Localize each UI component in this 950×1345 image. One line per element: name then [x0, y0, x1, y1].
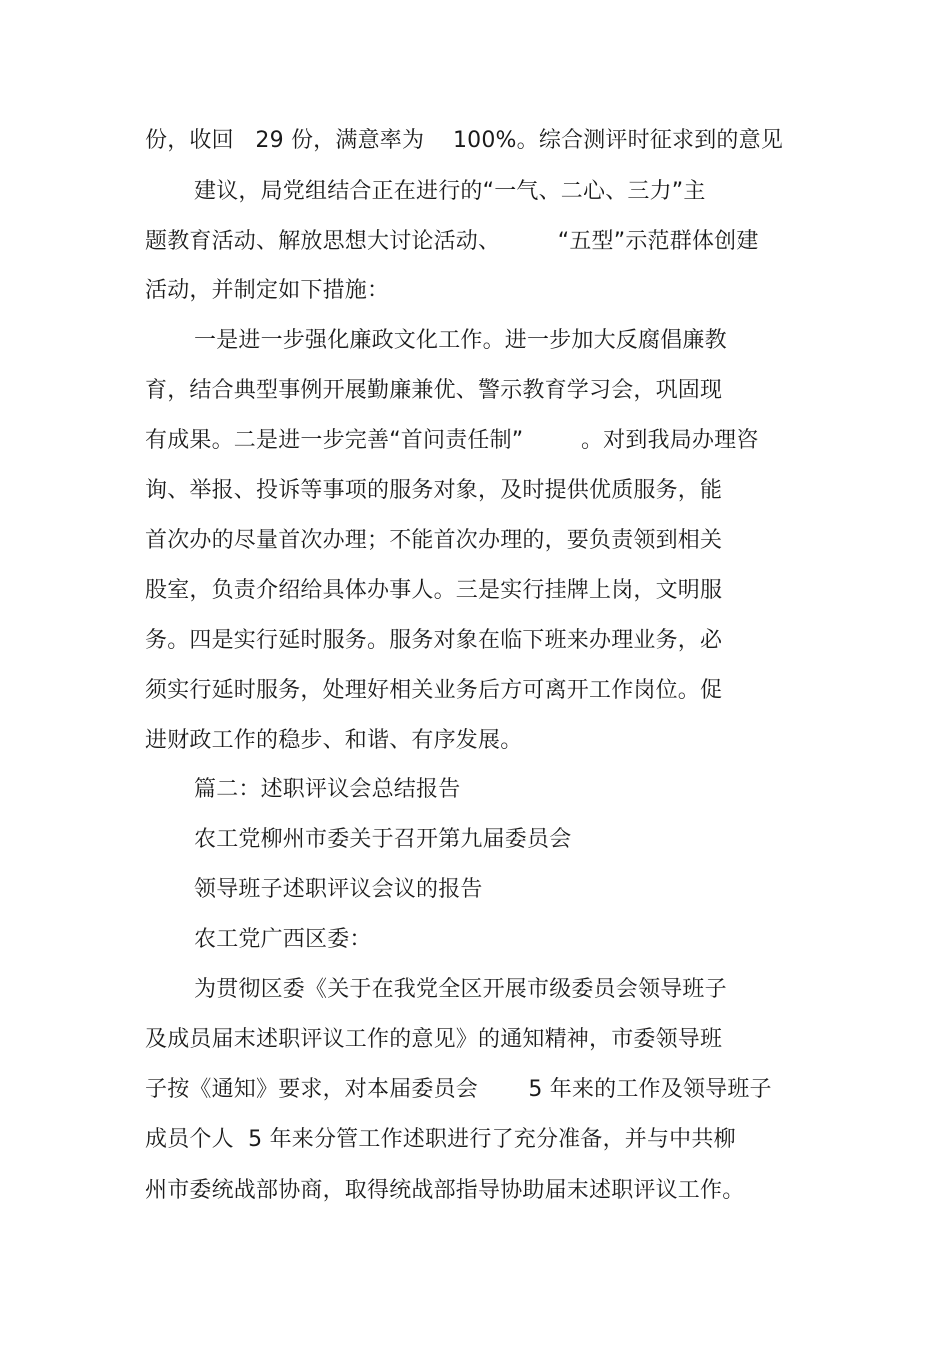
salutation: 农工党广西区委： [194, 927, 372, 952]
text-line: 有成果。二是进一步完善“首问责任制” 。对到我局办理咨 [145, 428, 759, 453]
text-line: 一是进一步强化廉政文化工作。进一步加大反腐倡廉教 [194, 328, 727, 353]
report-title-line: 农工党柳州市委关于召开第九届委员会 [194, 827, 572, 852]
text-line: 股室，负责介绍给具体办事人。三是实行挂牌上岗，文明服 [145, 578, 723, 603]
text-line: 及成员届末述职评议工作的意见》的通知精神，市委领导班 [145, 1027, 723, 1052]
text-line: 活动，并制定如下措施： [145, 278, 390, 303]
text-line: 进财政工作的稳步、和谐、有序发展。 [145, 728, 523, 753]
report-title-line: 领导班子述职评议会议的报告 [194, 877, 483, 902]
text-line: 州市委统战部协商，取得统战部指导协助届末述职评议工作。 [145, 1178, 745, 1203]
section-heading: 篇二：述职评议会总结报告 [194, 777, 461, 802]
text-line: 子按《通知》要求，对本届委员会 5 年来的工作及领导班子 [145, 1077, 772, 1102]
text-line: 务。四是实行延时服务。服务对象在临下班来办理业务，必 [145, 628, 723, 653]
text-line: 为贯彻区委《关于在我党全区开展市级委员会领导班子 [194, 977, 727, 1002]
text-line: 育，结合典型事例开展勤廉兼优、警示教育学习会，巩固现 [145, 378, 723, 403]
text-line: 询、举报、投诉等事项的服务对象，及时提供优质服务，能 [145, 478, 723, 503]
text-line: 份，收回 29 份，满意率为 100%。综合测评时征求到的意见 [145, 128, 784, 153]
text-line: 成员个人 5 年来分管工作述职进行了充分准备，并与中共柳 [145, 1127, 736, 1152]
text-line: 首次办的尽量首次办理；不能首次办理的，要负责领到相关 [145, 528, 723, 553]
text-line: 建议，局党组结合正在进行的“一气、二心、三力”主 [194, 179, 706, 204]
text-line: 须实行延时服务，处理好相关业务后方可离开工作岗位。促 [145, 678, 723, 703]
text-line: 题教育活动、解放思想大讨论活动、 “五型”示范群体创建 [145, 229, 759, 254]
